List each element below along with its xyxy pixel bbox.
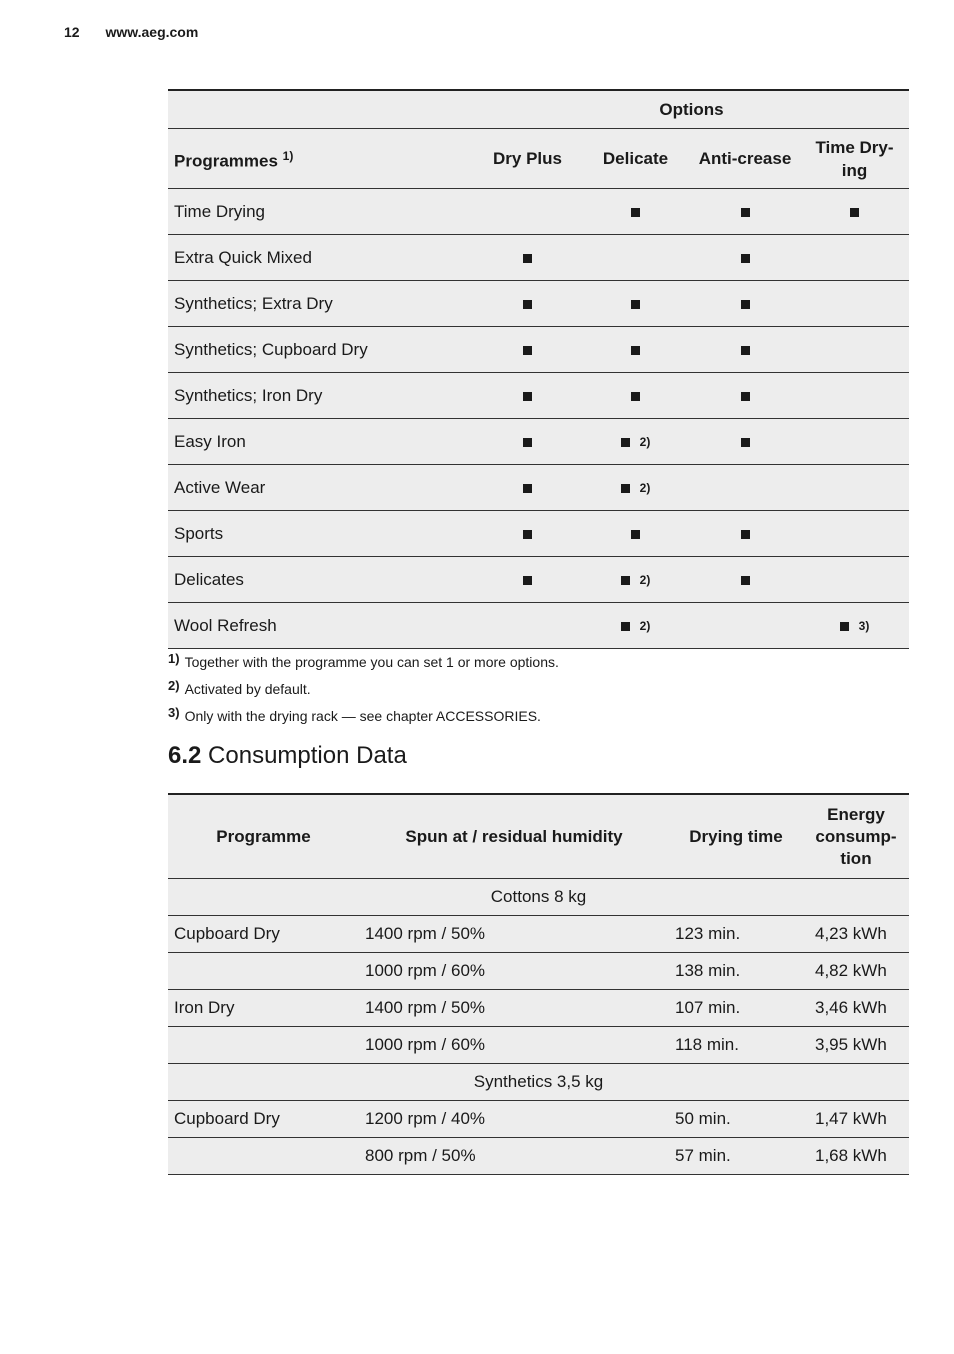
square-mark-icon	[523, 438, 532, 447]
programme-name: Sports	[168, 511, 474, 557]
option-cell	[581, 189, 690, 235]
table-row	[168, 990, 909, 1027]
spin-humidity-cell: 1200 rpm / 40%	[359, 1101, 669, 1138]
programme-name: Time Drying	[168, 189, 474, 235]
table-row	[168, 373, 909, 419]
consumption-table	[168, 793, 909, 1175]
group-label: Cottons 8 kg	[168, 879, 909, 916]
footnote-ref: 2)	[639, 435, 651, 450]
group-label: Synthetics 3,5 kg	[168, 1064, 909, 1101]
option-cell	[690, 557, 800, 603]
drying-time-cell: 138 min.	[669, 953, 803, 990]
programme-name: Active Wear	[168, 465, 474, 511]
option-cell	[474, 557, 581, 603]
drying-time-cell: 57 min.	[669, 1138, 803, 1175]
table-row	[168, 189, 909, 235]
square-mark-icon	[850, 208, 859, 217]
table-row	[168, 879, 909, 916]
square-mark-icon	[741, 346, 750, 355]
table-row	[168, 281, 909, 327]
option-cell	[474, 511, 581, 557]
options-column-header: Anti-crease	[690, 129, 800, 189]
options-column-header: Dry Plus	[474, 129, 581, 189]
footnote-number: 1)	[168, 651, 180, 666]
footnote	[168, 703, 559, 730]
options-column-header: Delicate	[581, 129, 690, 189]
energy-cell: 1,47 kWh	[803, 1101, 909, 1138]
option-cell	[581, 557, 690, 603]
drying-time-cell: 118 min.	[669, 1027, 803, 1064]
option-cell	[800, 511, 909, 557]
footnote-text: Activated by default.	[184, 681, 311, 697]
option-cell	[474, 465, 581, 511]
option-cell	[690, 235, 800, 281]
option-cell	[581, 281, 690, 327]
option-cell	[800, 557, 909, 603]
option-cell	[474, 603, 581, 649]
square-mark-icon	[621, 484, 630, 493]
option-cell	[474, 419, 581, 465]
programmes-header: Programmes $^{1)}$	[168, 129, 474, 189]
table-row	[168, 1138, 909, 1175]
programme-name: Synthetics; Cupboard Dry	[168, 327, 474, 373]
drying-time-cell: 123 min.	[669, 916, 803, 953]
option-cell	[690, 373, 800, 419]
table-row	[168, 1101, 909, 1138]
square-mark-icon	[741, 392, 750, 401]
programme-cell	[168, 1138, 359, 1175]
square-mark-icon	[631, 300, 640, 309]
page-header	[64, 24, 198, 40]
square-mark-icon	[621, 576, 630, 585]
spin-humidity-cell: 1400 rpm / 50%	[359, 916, 669, 953]
table-row	[168, 557, 909, 603]
consumption-column-header: Energy consump- tion	[803, 794, 909, 879]
spin-humidity-cell: 1000 rpm / 60%	[359, 953, 669, 990]
table-row	[168, 1027, 909, 1064]
option-cell	[800, 465, 909, 511]
option-cell	[690, 419, 800, 465]
energy-cell: 3,95 kWh	[803, 1027, 909, 1064]
option-cell	[474, 235, 581, 281]
square-mark-icon	[631, 346, 640, 355]
programme-cell: Cupboard Dry	[168, 1101, 359, 1138]
programme-cell	[168, 1027, 359, 1064]
programme-name: Extra Quick Mixed	[168, 235, 474, 281]
square-mark-icon	[741, 530, 750, 539]
page-number: 12	[64, 24, 80, 40]
programme-name: Synthetics; Iron Dry	[168, 373, 474, 419]
option-cell	[581, 511, 690, 557]
footnote	[168, 649, 559, 676]
spin-humidity-cell: 1400 rpm / 50%	[359, 990, 669, 1027]
option-cell	[690, 327, 800, 373]
programme-cell: Iron Dry	[168, 990, 359, 1027]
options-column-header: Time Dry- ing	[800, 129, 909, 189]
square-mark-icon	[741, 576, 750, 585]
programme-name: Wool Refresh	[168, 603, 474, 649]
footnote-ref: 2)	[639, 481, 651, 496]
option-cell	[581, 373, 690, 419]
table-row	[168, 1064, 909, 1101]
option-cell	[581, 235, 690, 281]
option-cell	[800, 419, 909, 465]
option-cell	[690, 189, 800, 235]
square-mark-icon	[840, 622, 849, 631]
option-cell	[474, 327, 581, 373]
table-row	[168, 603, 909, 649]
footnote-ref: 2)	[639, 619, 651, 634]
square-mark-icon	[523, 530, 532, 539]
energy-cell: 4,23 kWh	[803, 916, 909, 953]
square-mark-icon	[631, 530, 640, 539]
energy-cell: 1,68 kWh	[803, 1138, 909, 1175]
option-cell	[581, 327, 690, 373]
options-table	[168, 89, 909, 649]
table-row	[168, 465, 909, 511]
footnote-ref: 3)	[858, 619, 870, 634]
options-group-header: Options	[474, 90, 909, 129]
square-mark-icon	[741, 300, 750, 309]
drying-time-cell: 50 min.	[669, 1101, 803, 1138]
option-cell	[581, 603, 690, 649]
option-cell	[690, 281, 800, 327]
option-cell	[800, 603, 909, 649]
table-row	[168, 327, 909, 373]
table-row	[168, 235, 909, 281]
square-mark-icon	[523, 346, 532, 355]
square-mark-icon	[741, 438, 750, 447]
section-title	[168, 742, 407, 770]
square-mark-icon	[631, 208, 640, 217]
footnotes	[168, 649, 559, 730]
option-cell	[581, 465, 690, 511]
website: www.aeg.com	[105, 24, 199, 40]
option-cell	[690, 603, 800, 649]
square-mark-icon	[741, 208, 750, 217]
energy-cell: 3,46 kWh	[803, 990, 909, 1027]
option-cell	[581, 419, 690, 465]
footnote-number: 2)	[168, 678, 180, 693]
option-cell	[690, 511, 800, 557]
footnote-ref: 2)	[639, 573, 651, 588]
option-cell	[474, 373, 581, 419]
square-mark-icon	[523, 392, 532, 401]
footnote-ref: 1)	[282, 148, 294, 163]
consumption-column-header: Programme	[168, 794, 359, 879]
drying-time-cell: 107 min.	[669, 990, 803, 1027]
table-row	[168, 953, 909, 990]
option-cell	[474, 189, 581, 235]
option-cell	[800, 373, 909, 419]
footnote-text: Only with the drying rack — see chapter ACCESSORIES.	[184, 708, 541, 724]
table-row	[168, 511, 909, 557]
table-row	[168, 419, 909, 465]
programme-cell	[168, 953, 359, 990]
section-number: 6.2	[168, 742, 202, 769]
square-mark-icon	[523, 576, 532, 585]
option-cell	[690, 465, 800, 511]
option-cell	[800, 327, 909, 373]
option-cell	[800, 189, 909, 235]
energy-cell: 4,82 kWh	[803, 953, 909, 990]
square-mark-icon	[621, 622, 630, 631]
programme-name: Easy Iron	[168, 419, 474, 465]
option-cell	[800, 281, 909, 327]
footnote-number: 3)	[168, 705, 180, 720]
spin-humidity-cell: 1000 rpm / 60%	[359, 1027, 669, 1064]
consumption-column-header: Drying time	[669, 794, 803, 879]
square-mark-icon	[523, 300, 532, 309]
spin-humidity-cell: 800 rpm / 50%	[359, 1138, 669, 1175]
square-mark-icon	[631, 392, 640, 401]
footnote	[168, 676, 559, 703]
section-title-text: Consumption Data	[208, 742, 407, 769]
programme-name: Delicates	[168, 557, 474, 603]
programme-name: Synthetics; Extra Dry	[168, 281, 474, 327]
square-mark-icon	[621, 438, 630, 447]
programme-cell: Cupboard Dry	[168, 916, 359, 953]
square-mark-icon	[523, 484, 532, 493]
consumption-column-header: Spun at / residual humidity	[359, 794, 669, 879]
footnote-text: Together with the programme you can set 1 or more options.	[184, 654, 559, 670]
square-mark-icon	[741, 254, 750, 263]
option-cell	[800, 235, 909, 281]
option-cell	[474, 281, 581, 327]
table-row	[168, 916, 909, 953]
square-mark-icon	[523, 254, 532, 263]
